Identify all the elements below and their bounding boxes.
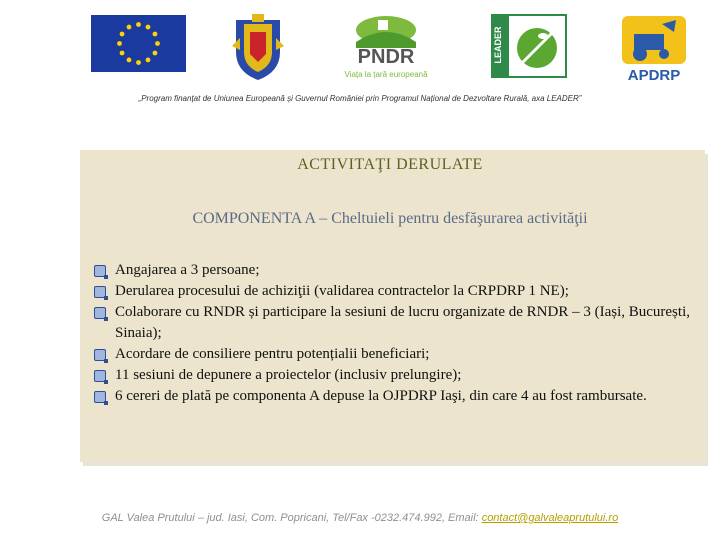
eu-star-icon — [146, 58, 151, 63]
apdrp-logo-text: APDRP — [627, 67, 681, 84]
list-item — [94, 260, 694, 281]
list-item-text: Derularea procesului de achiziţii (validarea contractelor la CRPDRP 1 NE); — [115, 283, 569, 299]
eu-star-icon — [127, 25, 132, 30]
list-item — [94, 386, 694, 407]
pndr-logo-subtitle: Viața la țară europeană — [344, 70, 428, 79]
slide-subtitle: COMPONENTA A – Cheltuieli pentru desfăşurarea activităţii — [192, 210, 588, 227]
eu-star-icon — [127, 58, 132, 63]
footer-email-link[interactable]: contact@galvaleaprutului.ro — [481, 512, 619, 524]
eu-star-icon — [120, 32, 125, 37]
eu-star-icon — [136, 60, 141, 65]
eu-star-icon — [153, 32, 158, 37]
pndr-logo — [336, 12, 436, 82]
list-item — [94, 281, 694, 302]
activities-list — [94, 260, 694, 407]
eu-star-icon — [146, 25, 151, 30]
list-item-text: Colaborare cu RNDR și participare la sesiuni de lucru organizate de RNDR – 3 (Iași, București, Sinaia); — [115, 304, 690, 341]
checkbox-bullet-icon — [94, 391, 106, 403]
romania-coat-of-arms-logo — [230, 12, 286, 82]
eu-star-icon — [153, 51, 158, 56]
eu-flag-logo — [91, 15, 186, 72]
checkbox-bullet-icon — [94, 286, 106, 298]
eu-star-icon — [136, 22, 141, 27]
checkbox-bullet-icon — [94, 307, 106, 319]
list-item — [94, 344, 694, 365]
list-item-text: Angajarea a 3 persoane; — [115, 262, 260, 278]
eu-star-icon — [117, 41, 122, 46]
checkbox-bullet-icon — [94, 370, 106, 382]
eu-star-icon — [120, 51, 125, 56]
leader-logo-text: LEADER — [493, 26, 503, 64]
list-item-text: 6 cereri de plată pe componenta A depuse la OJPDRP Iaşi, din care 4 au fost rambursate. — [115, 388, 647, 404]
checkbox-bullet-icon — [94, 265, 106, 277]
leader-logo — [491, 14, 567, 78]
funding-note: „Program finanțat de Uniunea Europeană și Guvernul României prin Programul Național de Dezvoltare Rurală, axa LEADER” — [138, 94, 582, 103]
slide-title: ACTIVITAŢI DERULATE — [297, 156, 483, 173]
footer-contact-text: GAL Valea Prutului – jud. Iasi, Com. Popricani, Tel/Fax -0232.474.992, Email: — [101, 512, 482, 524]
list-item — [94, 365, 694, 386]
checkbox-bullet-icon — [94, 349, 106, 361]
pndr-logo-text: PNDR — [357, 46, 415, 68]
list-item-text: Acordare de consiliere pentru potențialii beneficiari; — [115, 346, 430, 362]
footer — [0, 512, 720, 524]
eu-star-icon — [155, 41, 160, 46]
apdrp-logo — [618, 12, 690, 86]
list-item-text: 11 sesiuni de depunere a proiectelor (inclusiv prelungire); — [115, 367, 462, 383]
list-item — [94, 302, 694, 344]
